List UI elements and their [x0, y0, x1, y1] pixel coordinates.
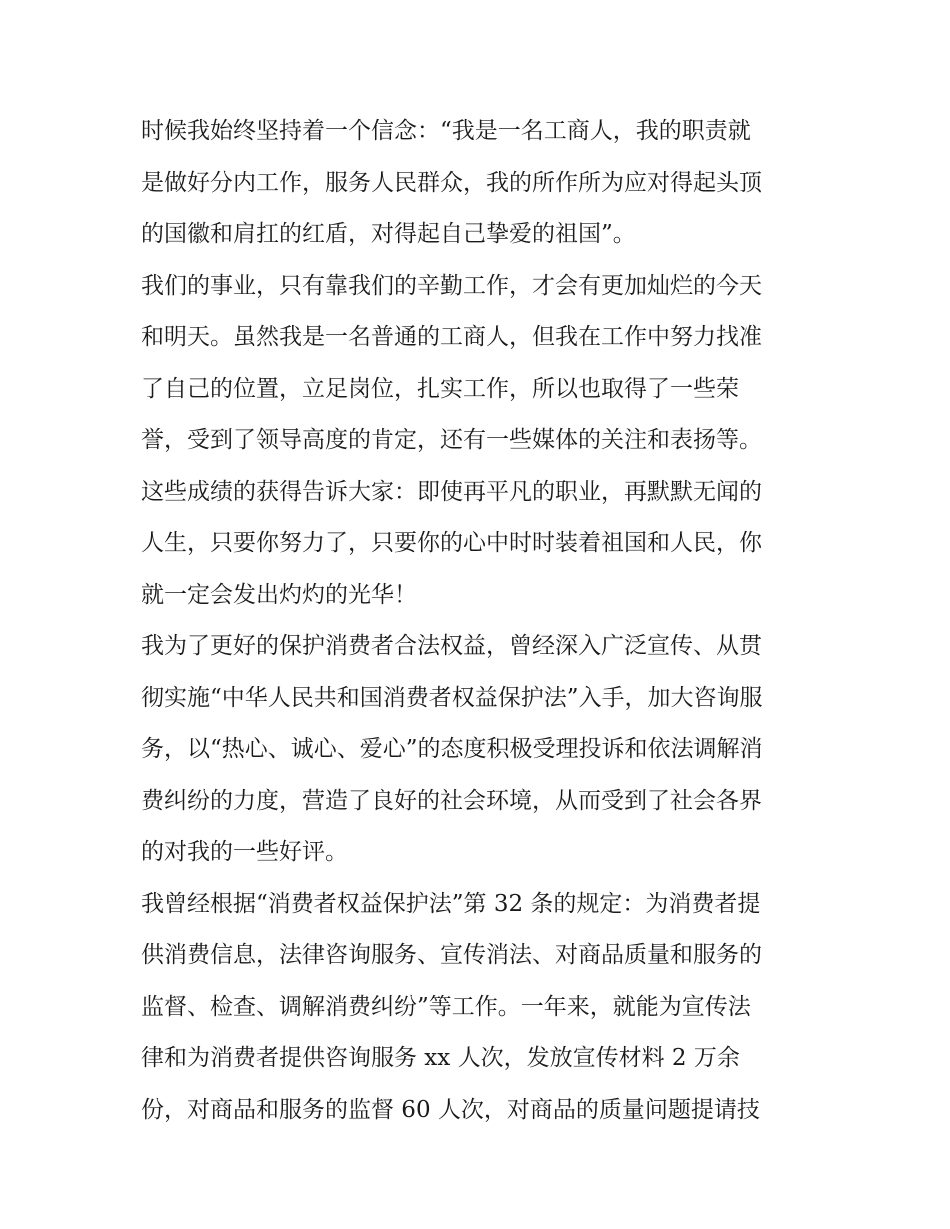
text-line: 誉，受到了领导高度的肯定，还有一些媒体的关注和表扬等。	[141, 427, 762, 453]
text-line: 就一定会发出灼灼的光华！	[141, 581, 417, 608]
text-line: 时候我始终坚持着一个信念：“我是一名工商人，我的职责就	[141, 118, 751, 144]
text-line: 的对我的一些好评。	[141, 839, 348, 865]
text-line: 供消费信息，法律咨询服务、宣传消法、对商品质量和服务的	[141, 942, 762, 968]
text-line: 的国徽和肩扛的红盾，对得起自己挚爱的祖国”。	[141, 221, 636, 247]
text-line: 彻实施“中华人民共和国消费者权益保护法”入手，加大咨询服	[141, 684, 763, 711]
text-line: 人生，只要你努力了，只要你的心中时时装着祖国和人民，你	[141, 530, 762, 556]
text-line: 监督、检查、调解消费纠纷”等工作。一年来，就能为宣传法	[141, 993, 751, 1020]
text-line: 是做好分内工作，服务人民群众，我的所作所为应对得起头顶	[141, 169, 762, 196]
text-line: 我为了更好的保护消费者合法权益，曾经深入广泛宣传、从贯	[141, 633, 762, 659]
text-line: 这些成绩的获得告诉大家：即使再平凡的职业，再默默无闻的	[141, 478, 762, 505]
text-line: 我们的事业，只有靠我们的辛勤工作，才会有更加灿烂的今天	[141, 272, 762, 299]
text-line: 了自己的位置，立足岗位，扎实工作，所以也取得了一些荣	[141, 375, 739, 402]
text-line: 我曾经根据“消费者权益保护法”第 32 条的规定：为消费者提	[141, 890, 761, 917]
text-line: 份，对商品和服务的监督 60 人次，对商品的质量问题提请技	[141, 1096, 760, 1123]
document-body	[141, 106, 821, 1136]
text-line: 和明天。虽然我是一名普通的工商人，但我在工作中努力找准	[141, 324, 762, 350]
text-line: 务，以“热心、诚心、爱心”的态度积极受理投诉和依法调解消	[141, 736, 763, 762]
text-line: 费纠纷的力度，营造了良好的社会环境，从而受到了社会各界	[141, 787, 762, 814]
text-line: 律和为消费者提供咨询服务 xx 人次，发放宣传材料 2 万余	[141, 1045, 740, 1071]
